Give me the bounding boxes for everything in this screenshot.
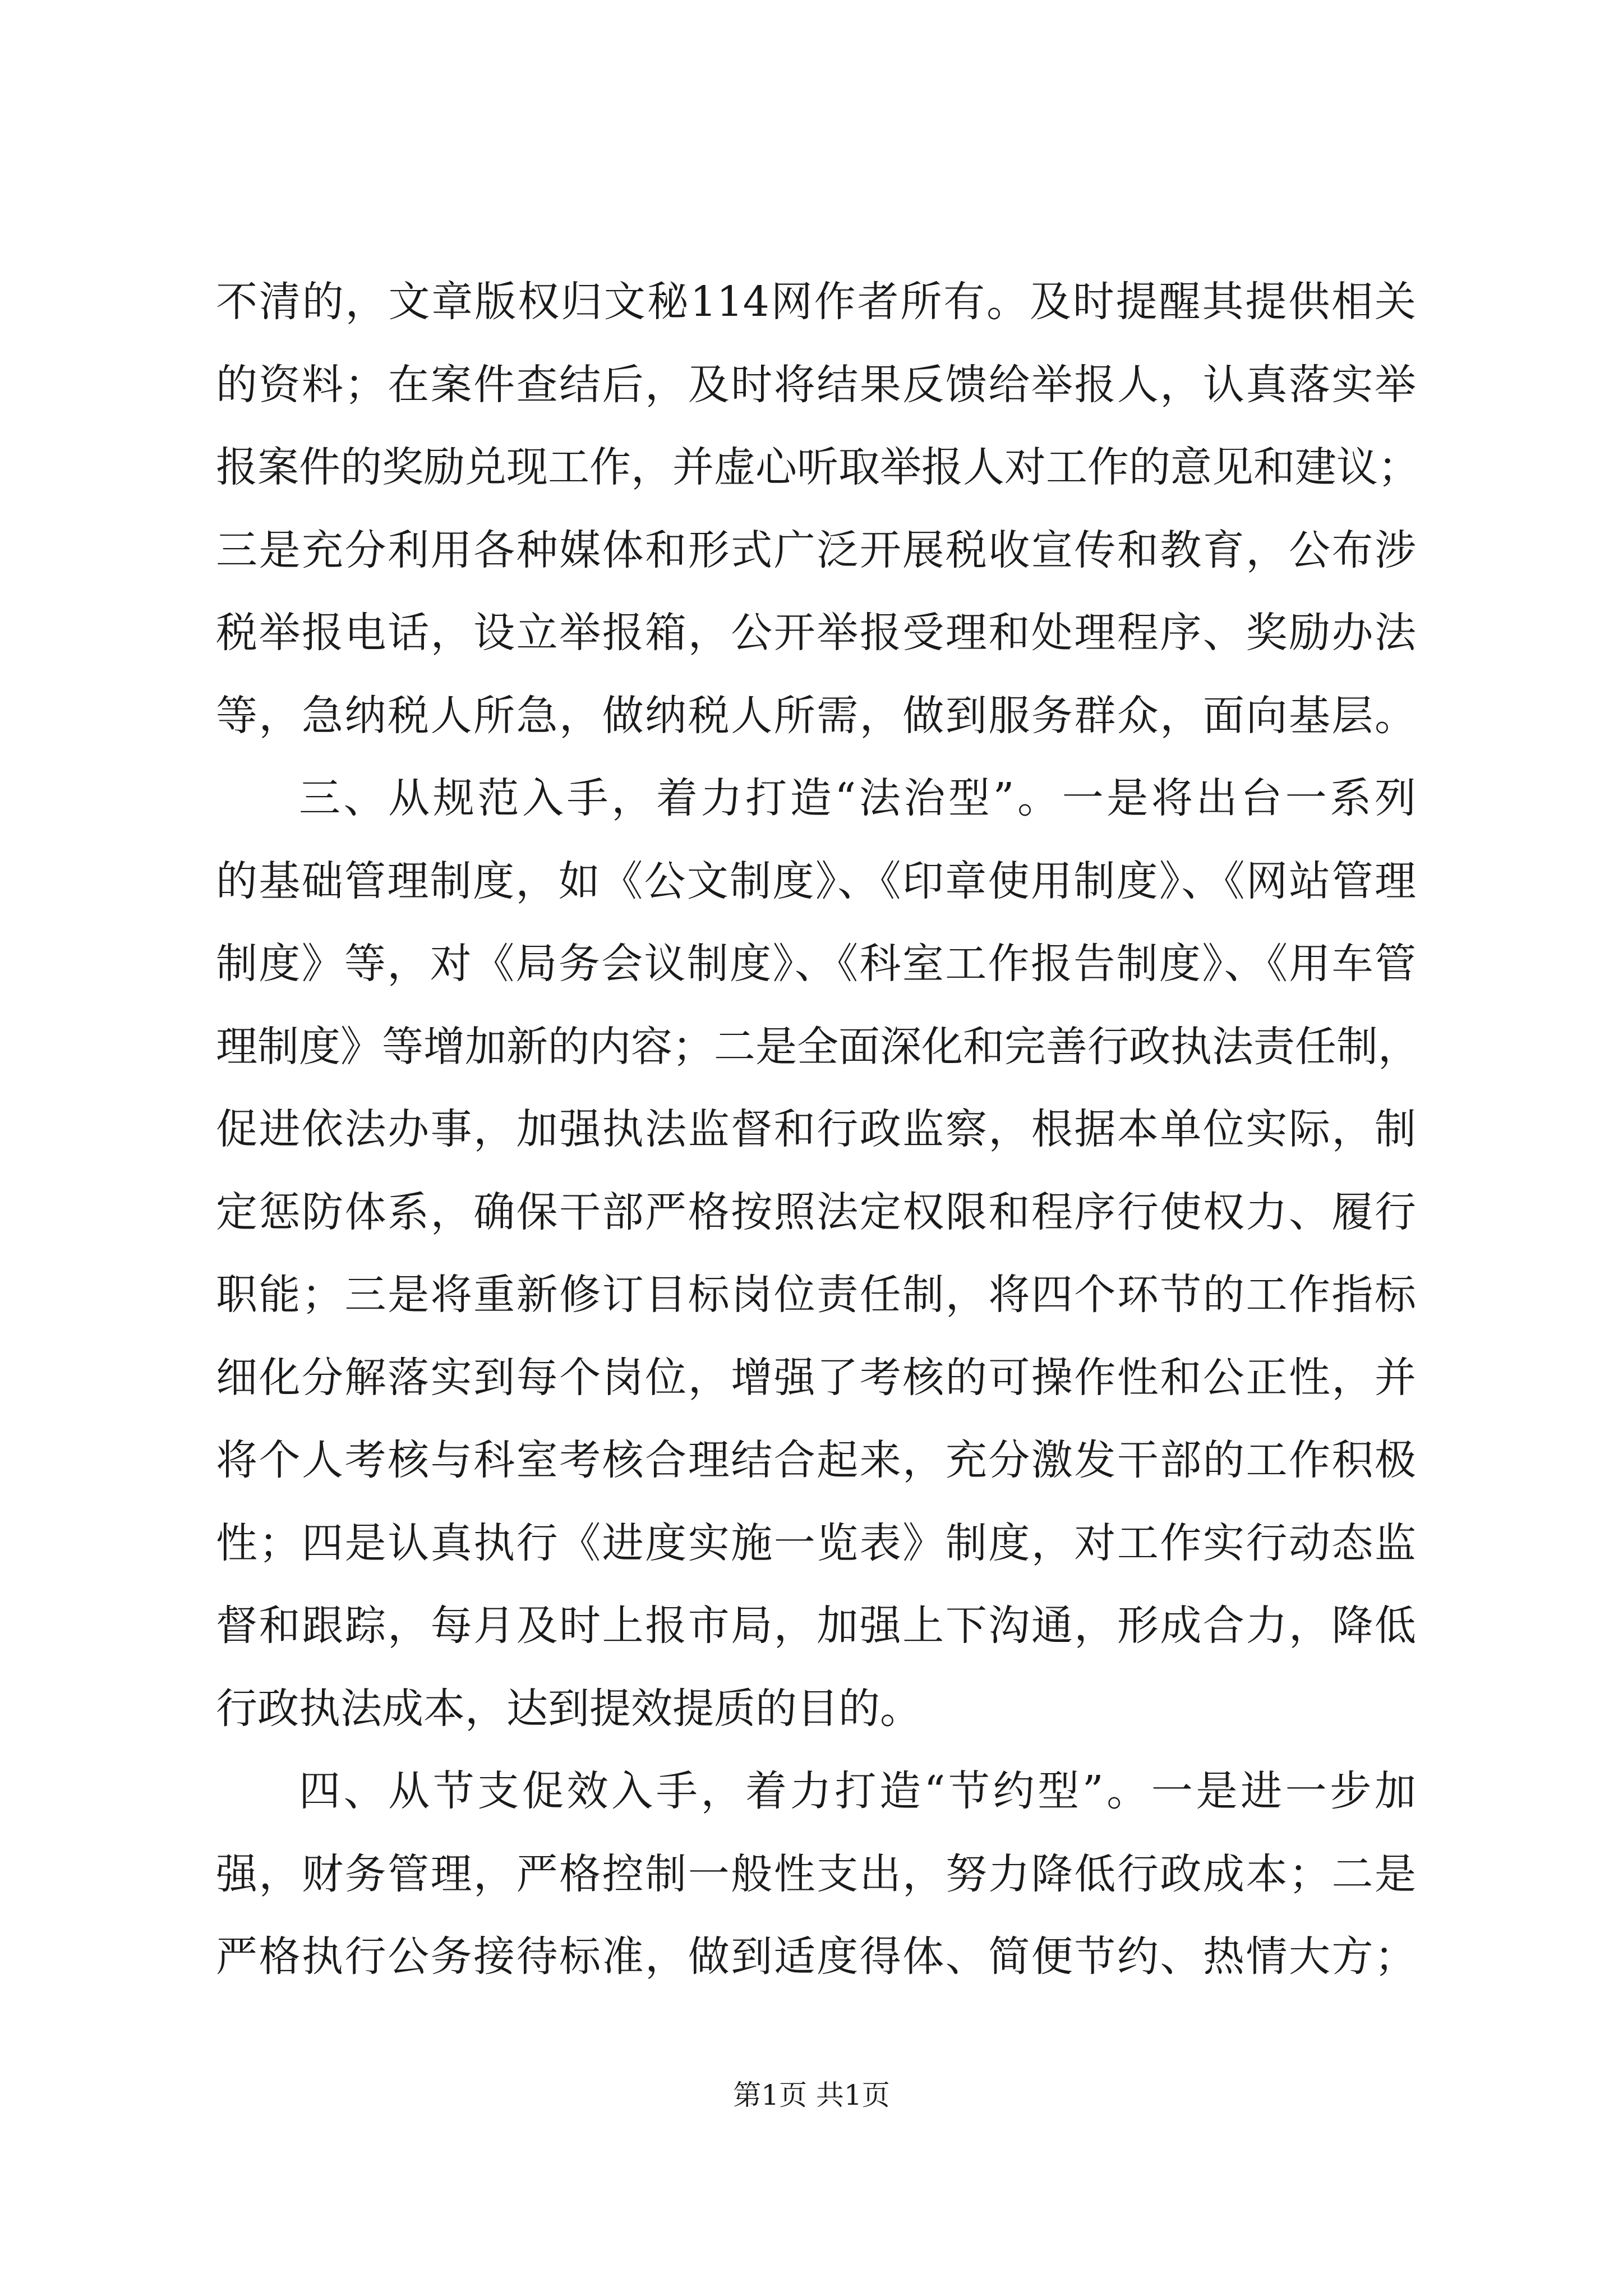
text-line: 细化分解落实到每个岗位，增强了考核的可操作性和公正性，并 [216,1353,1416,1402]
text-line: 制度》等，对《局务会议制度》、《科室工作报告制度》、《用车管 [216,940,1416,988]
text-line: 职能；三是将重新修订目标岗位责任制，将四个环节的工作指标 [216,1271,1416,1319]
text-line: 行政执法成本，达到提效提质的目的。 [216,1684,921,1733]
text-line: 的基础管理制度，如《公文制度》、《印章使用制度》、《网站管理 [216,857,1416,905]
text-line: 促进依法办事，加强执法监督和行政监察，根据本单位实际，制 [216,1105,1416,1153]
text-line: 将个人考核与科室考核合理结合起来，充分激发干部的工作积极 [216,1436,1416,1484]
text-line: 等，急纳税人所急，做纳税人所需，做到服务群众，面向基层。 [216,691,1416,740]
section-heading-line: 三、从规范入手，着力打造“法治型”。一是将出台一系列 [299,774,1416,822]
text-line: 税举报电话，设立举报箱，公开举报受理和处理程序、奖励办法 [216,609,1416,657]
body-text [216,261,1419,1999]
text-line: 理制度》等增加新的内容；二是全面深化和完善行政执法责任制， [216,1022,1419,1071]
text-line: 报案件的奖励兑现工作，并虚心听取举报人对工作的意见和建议； [216,443,1419,491]
text-line: 不清的，文章版权归文秘114网作者所有。及时提醒其提供相关 [216,278,1416,326]
text-line: 三是充分利用各种媒体和形式广泛开展税收宣传和教育，公布涉 [216,526,1416,574]
section-heading-line: 四、从节支促效入手，着力打造“节约型”。一是进一步加 [299,1767,1416,1815]
text-line: 性；四是认真执行《进度实施一览表》制度，对工作实行动态监 [216,1519,1416,1567]
text-line: 定惩防体系，确保干部严格按照法定权限和程序行使权力、履行 [216,1188,1416,1236]
page-number-label: 第1页 共1页 [733,2079,890,2111]
text-line: 督和跟踪，每月及时上报市局，加强上下沟通，形成合力，降低 [216,1602,1416,1650]
text-line: 严格执行公务接待标准，做到适度得体、简便节约、热情大方； [216,1932,1416,1981]
text-line: 的资料；在案件查结后，及时将结果反馈给举报人，认真落实举 [216,360,1416,409]
page-footer [0,2076,1623,2115]
text-line: 强，财务管理，严格控制一般性支出，努力降低行政成本；二是 [216,1849,1416,1898]
